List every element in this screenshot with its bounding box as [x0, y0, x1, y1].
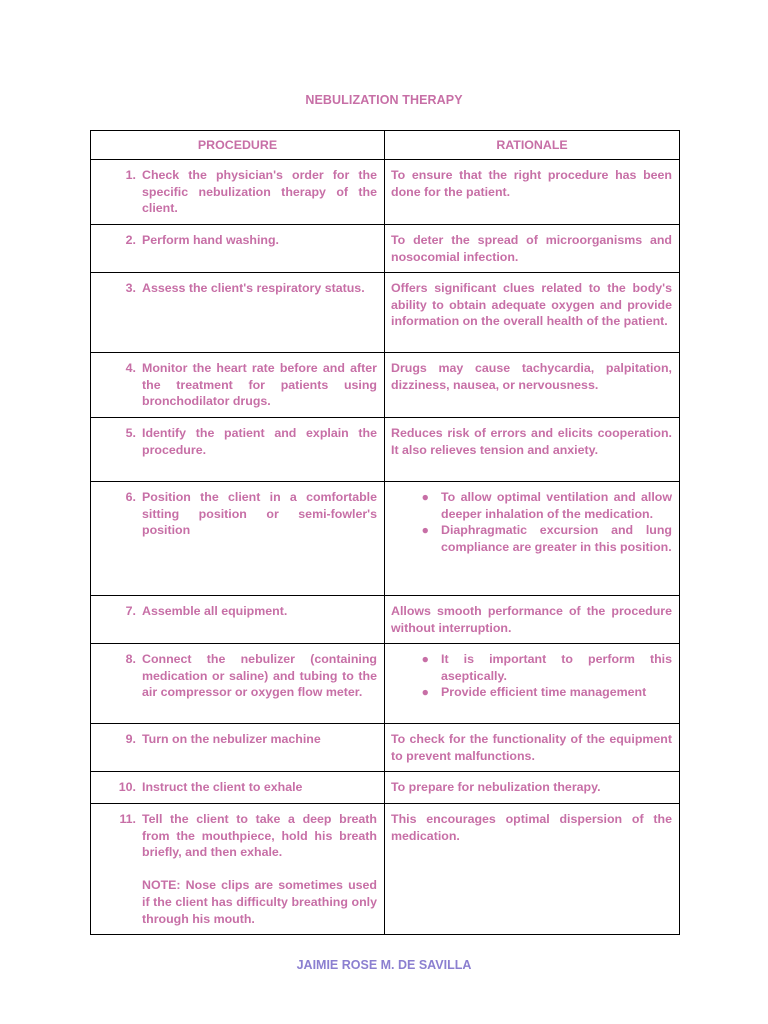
- step-number: 1.: [125, 168, 136, 182]
- procedure-text: Check the physician's order for the specific nebulization therapy of the client.: [142, 168, 377, 216]
- rationale-column-header: RATIONALE: [385, 131, 680, 160]
- rationale-bullet: ● It is important to perform this aseptically.: [391, 651, 672, 684]
- table-row: [91, 803, 680, 934]
- step-number: 9.: [125, 732, 136, 747]
- procedure-cell: [91, 772, 385, 804]
- rationale-cell: [385, 481, 680, 595]
- rationale-bullet: ● Diaphragmatic excursion and lung compliance are greater in this position.: [391, 522, 672, 555]
- procedure-cell: [91, 481, 385, 595]
- table-row: [91, 595, 680, 643]
- table-row: [91, 225, 680, 273]
- step-number: 6.: [125, 489, 136, 504]
- rationale-bullet: ● To allow optimal ventilation and allow deeper inhalation of the medication.: [391, 489, 672, 522]
- procedure-text: Position the client in a comfortable sitting position or semi-fowler's position: [142, 489, 377, 538]
- procedure-cell: [91, 724, 385, 772]
- procedure-cell: [91, 644, 385, 724]
- procedure-text: Assess the client's respiratory status.: [142, 281, 365, 296]
- step-number: 7.: [125, 603, 136, 618]
- procedure-text: Instruct the client to exhale: [142, 780, 303, 795]
- rationale-bullet: ● Provide efficient time management: [391, 684, 672, 701]
- procedure-text: Turn on the nebulizer machine: [142, 732, 321, 747]
- procedure-table: [90, 130, 680, 935]
- step-number: 4.: [125, 361, 136, 376]
- procedure-cell: [91, 803, 385, 934]
- procedure-text: Monitor the heart rate before and after the treatment for patients using bronchodilator drugs.: [142, 361, 377, 409]
- procedure-cell: [91, 595, 385, 643]
- step-number: 2.: [125, 233, 136, 247]
- bullet-icon: ●: [421, 489, 429, 504]
- step-number: 11.: [119, 811, 136, 826]
- step-number: 5.: [125, 425, 136, 440]
- page-title: NEBULIZATION THERAPY: [305, 93, 463, 107]
- procedure-cell: [91, 225, 385, 273]
- table-header-row: [91, 131, 680, 160]
- rationale-cell: [385, 644, 680, 724]
- procedure-cell: [91, 273, 385, 353]
- procedure-cell: [91, 160, 385, 225]
- procedure-column-header: PROCEDURE: [91, 131, 385, 160]
- bullet-icon: ●: [421, 523, 429, 538]
- procedure-cell: [91, 353, 385, 418]
- procedure-text: Connect the nebulizer (containing medication or saline) and tubing to the air compressor or oxygen flow meter.: [142, 652, 377, 700]
- author-name: JAIMIE ROSE M. DE SAVILLA: [296, 958, 472, 972]
- table-row: [91, 160, 680, 225]
- rationale-cell: To check for the functionality of the equipment to prevent malfunctions.: [385, 724, 680, 772]
- step-number: 3.: [125, 281, 136, 296]
- rationale-cell: This encourages optimal dispersion of the medication.: [385, 803, 680, 934]
- table-row: [91, 417, 680, 481]
- rationale-cell: To prepare for nebulization therapy.: [385, 772, 680, 804]
- table-row: [91, 724, 680, 772]
- procedure-text: Tell the client to take a deep breath from the mouthpiece, hold his breath briefly, and then exhale.: [142, 811, 377, 860]
- rationale-cell: To ensure that the right procedure has been done for the patient.: [385, 160, 680, 225]
- rationale-cell: Offers significant clues related to the body's ability to obtain adequate oxygen and provide information on the overall health of the patient.: [385, 273, 680, 353]
- bullet-icon: ●: [421, 685, 429, 700]
- table-row: [91, 353, 680, 418]
- table-row: [91, 481, 680, 595]
- procedure-text: Identify the patient and explain the procedure.: [142, 425, 377, 457]
- procedure-cell: [91, 417, 385, 481]
- procedure-text: Assemble all equipment.: [142, 603, 288, 618]
- bullet-icon: ●: [421, 652, 429, 667]
- step-number: 10.: [118, 780, 136, 795]
- procedure-text: Perform hand washing.: [142, 233, 280, 247]
- rationale-cell: Drugs may cause tachycardia, palpitation, dizziness, nausea, or nervousness.: [385, 353, 680, 418]
- table-row: [91, 273, 680, 353]
- table-row: [91, 772, 680, 804]
- procedure-note: NOTE: Nose clips are sometimes used if the client has difficulty breathing only through his mouth.: [142, 878, 377, 926]
- rationale-cell: Reduces risk of errors and elicits cooperation. It also relieves tension and anxiety.: [385, 417, 680, 481]
- step-number: 8.: [125, 652, 136, 667]
- rationale-cell: Allows smooth performance of the procedure without interruption.: [385, 595, 680, 643]
- table-row: [91, 644, 680, 724]
- rationale-cell: To deter the spread of microorganisms and nosocomial infection.: [385, 225, 680, 273]
